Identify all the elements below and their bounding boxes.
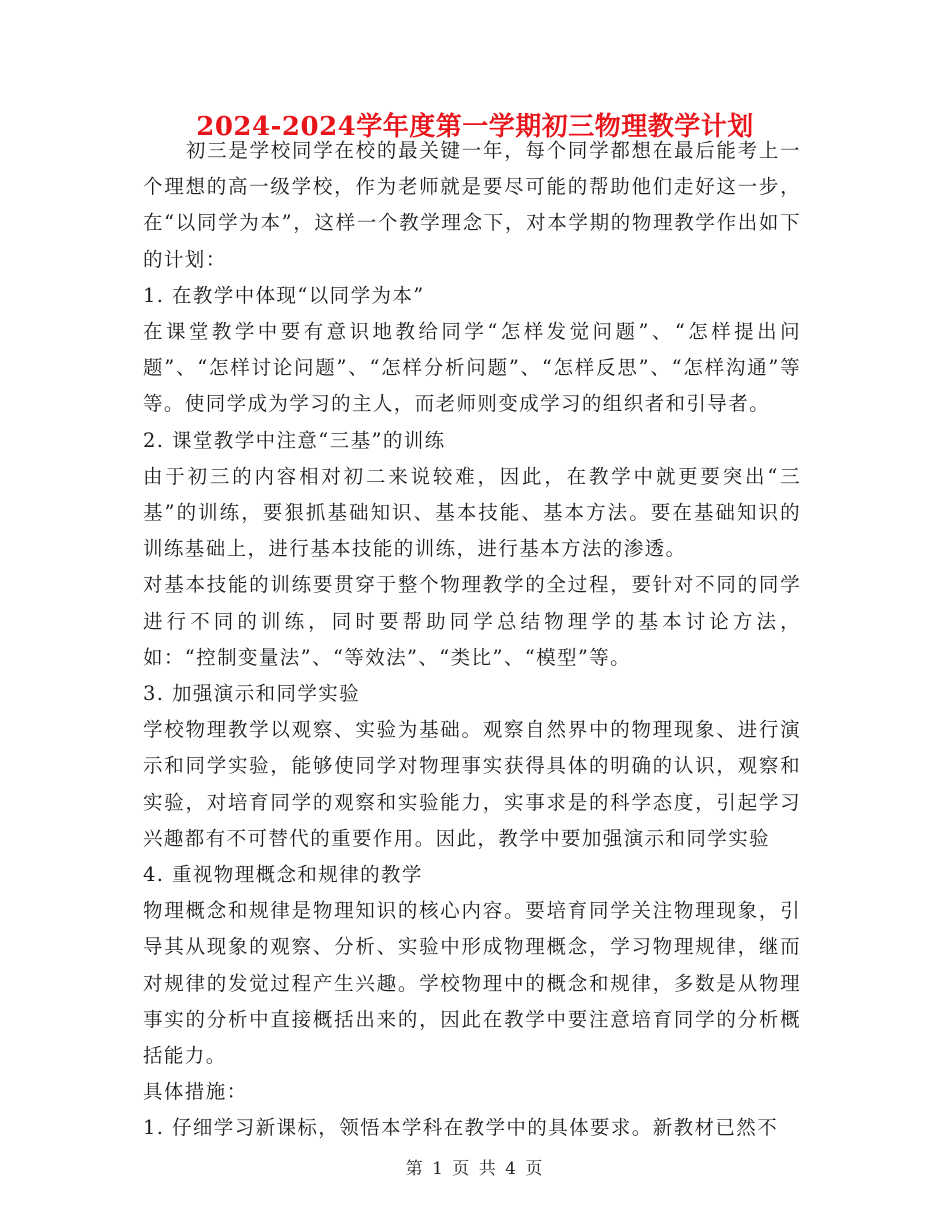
page-footer: 第 1 页 共 4 页: [405, 1159, 545, 1179]
measures-heading: 具体措施：: [143, 1080, 248, 1104]
section-heading-1: 1. 在教学中体现“以同学为本”: [143, 283, 425, 307]
paragraph: 1. 仔细学习新课标，领悟本学科在教学中的具体要求。新教材已然不: [143, 1116, 779, 1140]
paragraph: 物理概念和规律是物理知识的核心内容。要培育同学关注物理现象，引导其从现象的观察、分析、实验中形成物理概念，学习物理规律，继而对规律的发觉过程产生兴趣。学校物理中的概念和规律，多数是从物理事实的分析中直接概括出来的，因此在教学中要注意培育同学的分析概括能力。: [143, 899, 801, 1068]
paragraph: 在课堂教学中要有意识地教给同学“怎样发觉问题”、“怎样提出问题”、“怎样讨论问题”、“怎样分析问题”、“怎样反思”、“怎样沟通”等等。使同学成为学习的主人，而老师则变成学习的组织者和引导者。: [143, 320, 801, 416]
paragraph: 学校物理教学以观察、实验为基础。观察自然界中的物理现象、进行演示和同学实验，能够使同学对物理事实获得具体的明确的认识，观察和实验，对培育同学的观察和实验能力，实事求是的科学态度，引起学习兴趣都有不可替代的重要作用。因此，教学中要加强演示和同学实验: [143, 718, 801, 850]
paragraph: 由于初三的内容相对初二来说较难，因此，在教学中就更要突出“三基”的训练，要狠抓基础知识、基本技能、基本方法。要在基础知识的训练基础上，进行基本技能的训练，进行基本方法的渗透。: [143, 464, 801, 561]
paragraph: 对基本技能的训练要贯穿于整个物理教学的全过程，要针对不同的同学进行不同的训练，同时要帮助同学总结物理学的基本讨论方法，如：“控制变量法”、“等效法”、“类比”、“模型”等。: [143, 573, 801, 669]
section-heading-4: 4. 重视物理概念和规律的教学: [143, 863, 423, 887]
document-title: 2024-2024学年度第一学期初三物理教学计划: [196, 112, 754, 142]
section-heading-3: 3. 加强演示和同学实验: [143, 682, 361, 706]
section-heading-2: 2. 课堂教学中注意“三基”的训练: [143, 428, 446, 452]
intro-paragraph: 初三是学校同学在校的最关键一年，每个同学都想在最后能考上一个理想的高一级学校，作为老师就是要尽可能的帮助他们走好这一步，在“以同学为本”，这样一个教学理念下，对本学期的物理教学作出如下的计划：: [143, 139, 801, 271]
document-body: [143, 133, 801, 1147]
